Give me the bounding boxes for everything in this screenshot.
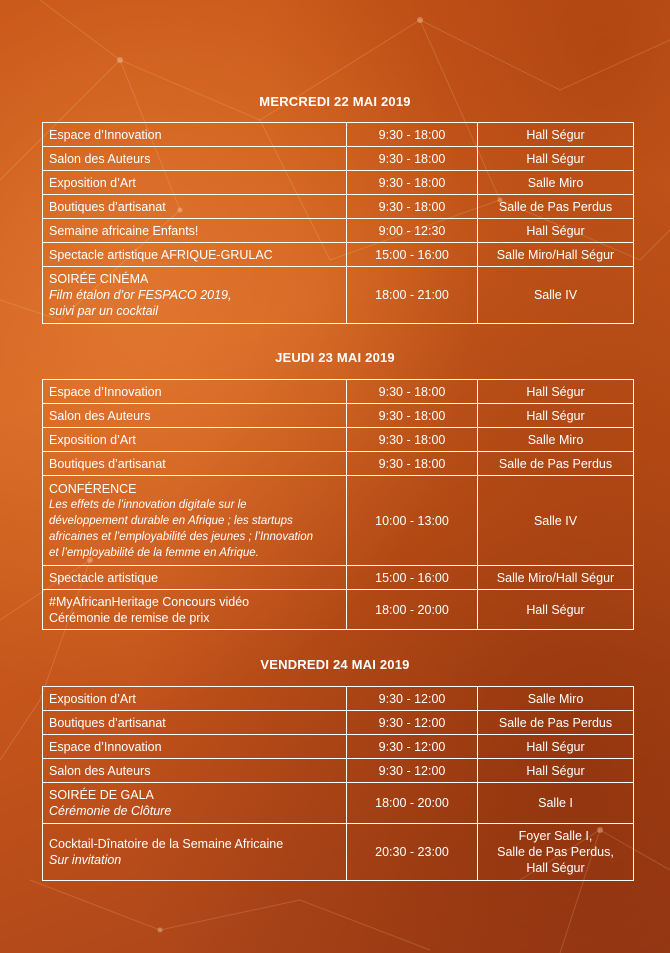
activity-cell: Espace d’Innovation <box>43 380 347 404</box>
activity-cell: Exposition d’Art <box>43 687 347 711</box>
activity-cell <box>43 783 347 824</box>
time-cell: 9:30 - 18:00 <box>347 147 478 171</box>
time-cell: 9:30 - 18:00 <box>347 171 478 195</box>
activity-cell: Boutiques d’artisanat <box>43 195 347 219</box>
table-row <box>43 428 634 452</box>
time-cell: 15:00 - 16:00 <box>347 243 478 267</box>
time-cell: 9:30 - 12:00 <box>347 735 478 759</box>
activity-cell: Salon des Auteurs <box>43 759 347 783</box>
activity-detail: africaines et l’employabilité des jeunes ; l’Innovation <box>49 530 314 543</box>
room-cell: Salle de Pas Perdus <box>478 711 634 735</box>
activity-cell: Exposition d’Art <box>43 428 347 452</box>
activity-cell: Boutiques d’artisanat <box>43 452 347 476</box>
schedule-table <box>42 122 634 324</box>
room-cell: Salle Miro <box>478 171 634 195</box>
activity-detail: suivi par un cocktail <box>49 304 159 318</box>
room-cell: Hall Ségur <box>478 123 634 147</box>
time-cell: 9:30 - 18:00 <box>347 452 478 476</box>
schedule-table <box>42 379 634 630</box>
table-row <box>43 824 634 881</box>
table-row <box>43 711 634 735</box>
activity-title: Cocktail-Dînatoire de la Semaine Africaine <box>49 837 284 851</box>
table-row <box>43 380 634 404</box>
room-cell: Hall Ségur <box>478 147 634 171</box>
room-cell: Hall Ségur <box>478 219 634 243</box>
schedule-table <box>42 686 634 881</box>
activity-cell: Boutiques d’artisanat <box>43 711 347 735</box>
table-row <box>43 566 634 590</box>
activity-title: Cérémonie de remise de prix <box>49 610 210 625</box>
time-cell: 9:30 - 12:00 <box>347 759 478 783</box>
time-cell: 9:30 - 18:00 <box>347 195 478 219</box>
time-cell: 9:30 - 12:00 <box>347 711 478 735</box>
activity-title: SOIRÉE DE GALA <box>49 788 154 802</box>
room-cell: Salle Miro <box>478 687 634 711</box>
activity-detail: et l’employabilité de la femme en Afrique. <box>49 546 259 559</box>
time-cell: 10:00 - 13:00 <box>347 476 478 566</box>
day-title: VENDREDI 24 MAI 2019 <box>260 657 410 672</box>
room-cell: Salle de Pas Perdus <box>478 452 634 476</box>
activity-detail: Cérémonie de Clôture <box>49 804 172 818</box>
activity-detail: Sur invitation <box>49 853 122 867</box>
room-cell: Hall Ségur <box>478 759 634 783</box>
time-cell: 18:00 - 21:00 <box>347 267 478 324</box>
activity-cell <box>43 267 347 324</box>
room-line: Salle de Pas Perdus, <box>497 845 614 859</box>
room-cell: Hall Ségur <box>478 735 634 759</box>
table-row <box>43 735 634 759</box>
activity-title: CONFÉRENCE <box>49 481 137 496</box>
time-cell: 20:30 - 23:00 <box>347 824 478 881</box>
room-cell <box>478 824 634 881</box>
activity-cell <box>43 590 347 630</box>
room-cell: Salle Miro <box>478 428 634 452</box>
activity-cell: Semaine africaine Enfants! <box>43 219 347 243</box>
time-cell: 9:30 - 18:00 <box>347 123 478 147</box>
room-cell: Salle Miro/Hall Ségur <box>478 243 634 267</box>
room-cell: Salle IV <box>478 267 634 324</box>
room-cell: Salle I <box>478 783 634 824</box>
table-row <box>43 123 634 147</box>
activity-cell <box>43 824 347 881</box>
time-cell: 9:30 - 12:00 <box>347 687 478 711</box>
activity-cell: Salon des Auteurs <box>43 147 347 171</box>
room-line: Hall Ségur <box>526 861 585 875</box>
room-cell: Hall Ségur <box>478 380 634 404</box>
activity-cell: Spectacle artistique <box>43 566 347 590</box>
room-cell: Salle IV <box>478 476 634 566</box>
activity-detail: Film étalon d’or FESPACO 2019, <box>49 288 232 302</box>
activity-detail: développement durable en Afrique ; les startups <box>49 514 293 527</box>
table-row <box>43 452 634 476</box>
table-row <box>43 147 634 171</box>
activity-cell: Espace d’Innovation <box>43 735 347 759</box>
activity-cell: Salon des Auteurs <box>43 404 347 428</box>
time-cell: 15:00 - 16:00 <box>347 566 478 590</box>
table-row <box>43 759 634 783</box>
room-cell: Salle Miro/Hall Ségur <box>478 566 634 590</box>
table-row <box>43 687 634 711</box>
activity-cell: Espace d’Innovation <box>43 123 347 147</box>
activity-title: SOIRÉE CINÉMA <box>49 272 149 286</box>
activity-cell: Exposition d’Art <box>43 171 347 195</box>
time-cell: 9:30 - 18:00 <box>347 404 478 428</box>
table-row <box>43 195 634 219</box>
table-row <box>43 476 634 566</box>
activity-cell <box>43 476 347 566</box>
day-title: MERCREDI 22 MAI 2019 <box>259 94 411 109</box>
time-cell: 18:00 - 20:00 <box>347 783 478 824</box>
day-title: JEUDI 23 MAI 2019 <box>275 350 395 365</box>
table-row <box>43 590 634 630</box>
table-row <box>43 243 634 267</box>
table-row <box>43 171 634 195</box>
time-cell: 18:00 - 20:00 <box>347 590 478 630</box>
table-row <box>43 404 634 428</box>
activity-detail: Les effets de l’innovation digitale sur le <box>49 498 247 511</box>
room-cell: Salle de Pas Perdus <box>478 195 634 219</box>
time-cell: 9:00 - 12:30 <box>347 219 478 243</box>
table-row <box>43 219 634 243</box>
time-cell: 9:30 - 18:00 <box>347 428 478 452</box>
table-row <box>43 267 634 324</box>
table-row <box>43 783 634 824</box>
time-cell: 9:30 - 18:00 <box>347 380 478 404</box>
activity-cell: Spectacle artistique AFRIQUE-GRULAC <box>43 243 347 267</box>
room-line: Foyer Salle I, <box>518 829 593 843</box>
activity-title: #MyAfricanHeritage Concours vidéo <box>49 594 250 609</box>
room-cell: Hall Ségur <box>478 590 634 630</box>
room-cell: Hall Ségur <box>478 404 634 428</box>
